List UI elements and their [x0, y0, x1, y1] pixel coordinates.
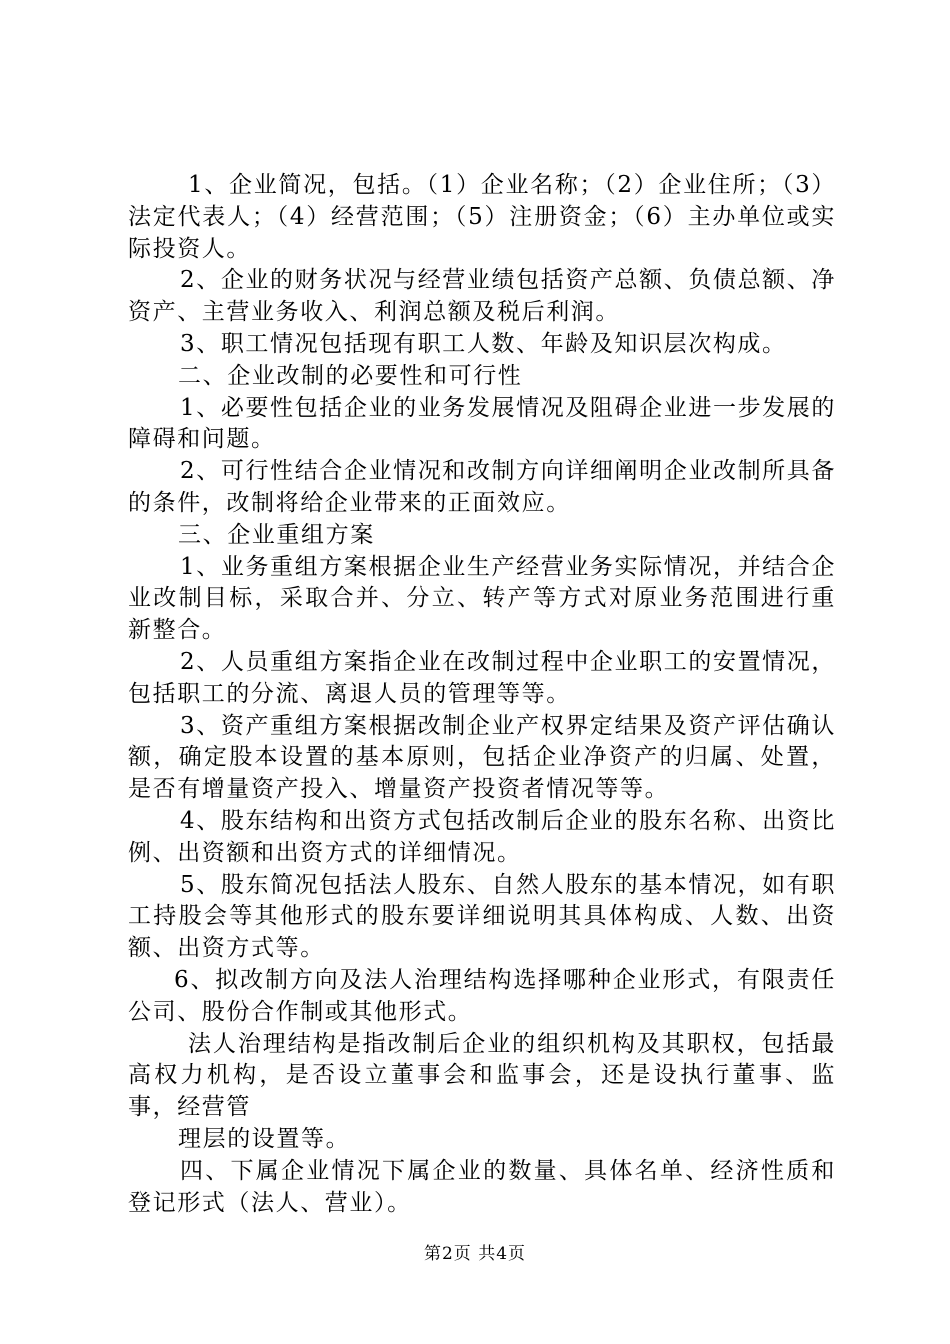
paragraph-personnel-restructuring: 2、人员重组方案指企业在改制过程中企业职工的安置情况，包括职工的分流、离退人员的管理等等。	[128, 648, 836, 707]
paragraph-shareholder-overview: 5、股东简况包括法人股东、自然人股东的基本情况，如有职工持股会等其他形式的股东要详细说明其具体构成、人数、出资额、出资方式等。	[128, 871, 836, 962]
paragraph-necessity: 1、必要性包括企业的业务发展情况及阻碍企业进一步发展的障碍和问题。	[128, 394, 836, 453]
paragraph-shareholder-structure: 4、股东结构和出资方式包括改制后企业的股东名称、出资比例、出资额和出资方式的详细情况。	[128, 807, 836, 866]
paragraph-governance-structure: 法人治理结构是指改制后企业的组织机构及其职权，包括最高权力机构，是否设立董事会和监事会，还是设执行董事、监事，经营管	[128, 1030, 836, 1121]
page-number-footer: 第2页 共4页	[423, 1244, 527, 1264]
paragraph-financial-status: 2、企业的财务状况与经营业绩包括资产总额、负债总额、净资产、主营业务收入、利润总额及税后利润。	[128, 267, 836, 326]
document-body	[128, 170, 836, 1219]
paragraph-asset-restructuring: 3、资产重组方案根据改制企业产权界定结果及资产评估确认额，确定股本设置的基本原则，包括企业净资产的归属、处置，是否有增量资产投入、增量资产投资者情况等等。	[128, 712, 836, 803]
paragraph-reform-direction: 6、拟改制方向及法人治理结构选择哪种企业形式，有限责任公司、股份合作制或其他形式。	[128, 966, 836, 1025]
section-heading-necessity: 二、企业改制的必要性和可行性	[178, 362, 523, 389]
paragraph-feasibility: 2、可行性结合企业情况和改制方向详细阐明企业改制所具备的条件，改制将给企业带来的正面效应。	[128, 458, 836, 516]
paragraph-management-layer: 理层的设置等。	[178, 1125, 351, 1152]
paragraph-staff-situation: 3、职工情况包括现有职工人数、年龄及知识层次构成。	[180, 330, 787, 357]
section-heading-restructuring-plan: 三、企业重组方案	[178, 521, 375, 548]
paragraph-subsidiaries: 四、下属企业情况下属企业的数量、具体名单、经济性质和登记形式（法人、营业）。	[128, 1157, 836, 1216]
paragraph-business-restructuring: 1、业务重组方案根据企业生产经营业务实际情况，并结合企业改制目标，采取合并、分立、转产等方式对原业务范围进行重新整合。	[128, 553, 836, 644]
paragraph-company-overview: 1、企业简况，包括。（1）企业名称；（2）企业住所；（3）法定代表人；（4）经营范围；（5）注册资金；（6）主办单位或实际投资人。	[128, 172, 836, 262]
